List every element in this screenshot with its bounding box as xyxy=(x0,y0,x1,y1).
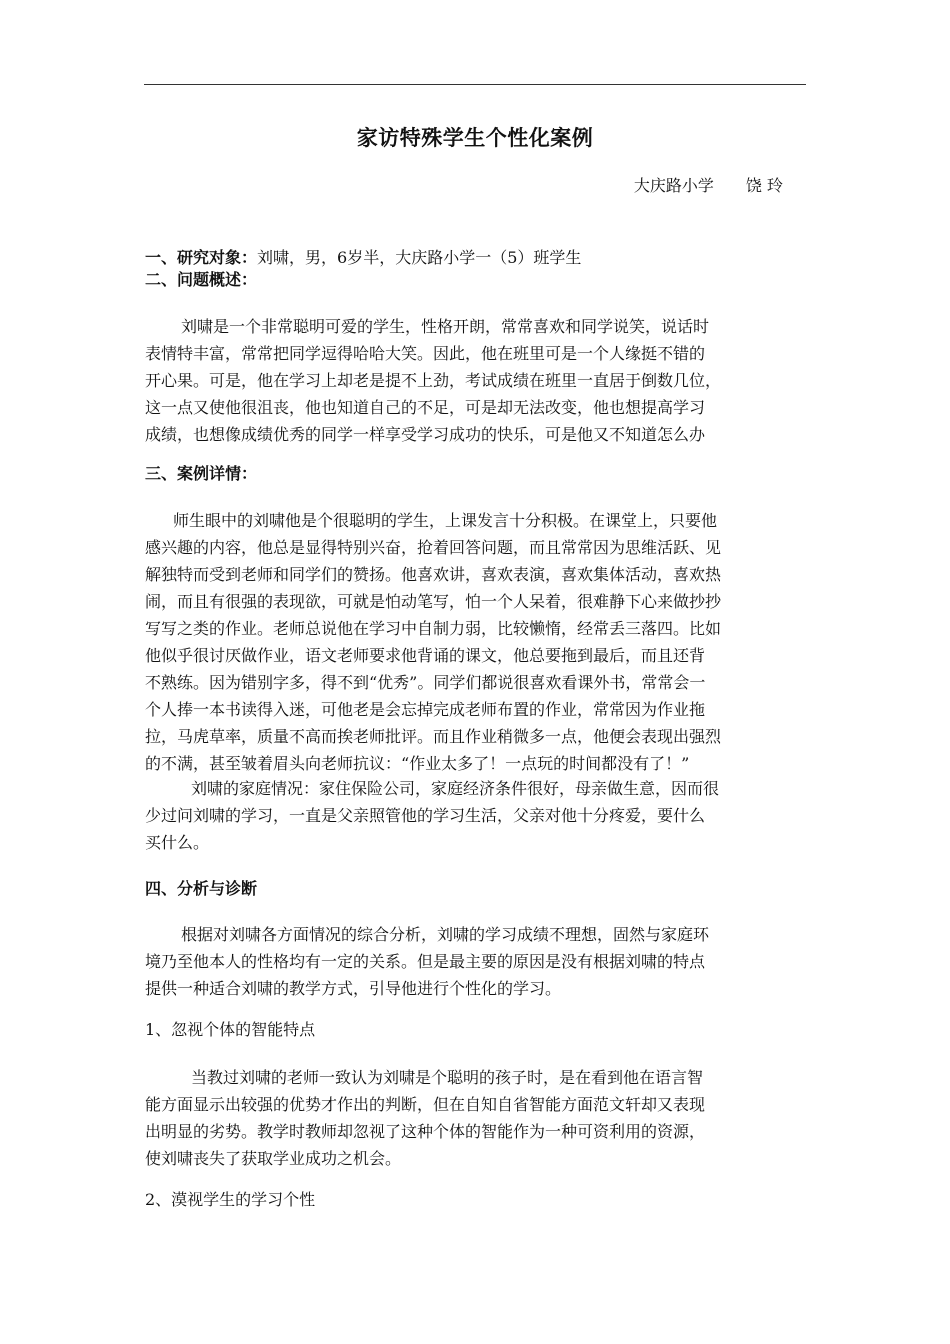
section-heading: 四、分析与诊断 xyxy=(145,879,258,898)
paragraph-problem-overview: 刘啸是一个非常聪明可爱的学生，性格开朗，常常喜欢和同学说笑，说话时 表情特丰富，常常把同学逗得哈哈大笑。因此，他在班里可是一个人缘挺不错的 开心果。可是，他在学习上却老是提不上劲，考试成绩在班里一直居于倒数几位， 这一点又使他很沮丧，他也知道自己的不足，可是却无法改变，他也想提高学习 成绩，也想像成绩优秀的同学一样享受学习成功的快乐，可是他又不知道怎么办 xyxy=(145,317,722,444)
section-heading: 二、问题概述： xyxy=(145,270,258,289)
paragraph-intelligence: 当教过刘啸的老师一致认为刘啸是个聪明的孩子时，是在看到他在语言智 能方面显示出较强的优势才作出的判断，但在自知自省智能方面范文轩却又表现 出明显的劣势。教学时教师却忽视了这种个体的智能作为一种可资利用的资源， 使刘啸丧失了获取学业成功之机会。 xyxy=(145,1068,706,1168)
author-school: 大庆路小学 xyxy=(633,176,714,195)
paragraph-family-situation: 刘啸的家庭情况：家住保险公司，家庭经济条件很好，母亲做生意，因而很 少过问刘啸的学习，一直是父亲照管他的学习生活，父亲对他十分疼爱，要什么 买什么。 xyxy=(145,779,720,852)
paragraph-case-details: 师生眼中的刘啸他是个很聪明的学生，上课发言十分积极。在课堂上，只要他 感兴趣的内容，他总是显得特别兴奋，抢着回答问题，而且常常因为思维活跃、见 解独特而受到老师和同学们的赞扬。他喜欢讲，喜欢表演，喜欢集体活动，喜欢热 闹，而且有很强的表现欲，可就是怕动笔写，怕一个人呆着，很难静下心来做抄抄 写写之类的作业。老师总说他在学习中自制力弱，比较懒惰，经常丢三落四。比如 他似乎很讨厌做作业，语文老师要求他背诵的课文，他总要拖到最后，而且还背 不熟练。因为错别字多，得不到“优秀”。同学们都说很喜欢看课外书，常常会一 个人捧一本书读得入迷，可他老是会忘掉完成老师布置的作业，常常因为作业拖 拉，马虎草率，质量不高而挨老师批评。而且作业稍微多一点，他便会表现出强烈 的不满，甚至皱着眉头向老师抗议：“作业太多了！一点玩的时间都没有了！” xyxy=(145,511,722,773)
section-heading: 三、案例详情： xyxy=(145,464,258,483)
section-research-subject xyxy=(145,217,805,271)
author-line xyxy=(634,173,783,196)
document-title: 家访特殊学生个性化案例 xyxy=(356,126,594,150)
section-text: 刘啸，男，6岁半，大庆路小学一（5）班学生 xyxy=(257,248,582,267)
author-name: 饶 玲 xyxy=(745,176,783,195)
section-heading: 一、研究对象： xyxy=(145,248,258,267)
header-rule xyxy=(144,84,806,85)
subheading-intelligence: 1、忽视个体的智能特点 xyxy=(145,1020,316,1039)
paragraph-analysis: 根据对刘啸各方面情况的综合分析，刘啸的学习成绩不理想，固然与家庭环 境乃至他本人的性格均有一定的关系。但是最主要的原因是没有根据刘啸的特点 提供一种适合刘啸的教学方式，引导他进行个性化的学习。 xyxy=(145,925,710,998)
subheading-learning-personality: 2、漠视学生的学习个性 xyxy=(145,1190,316,1209)
